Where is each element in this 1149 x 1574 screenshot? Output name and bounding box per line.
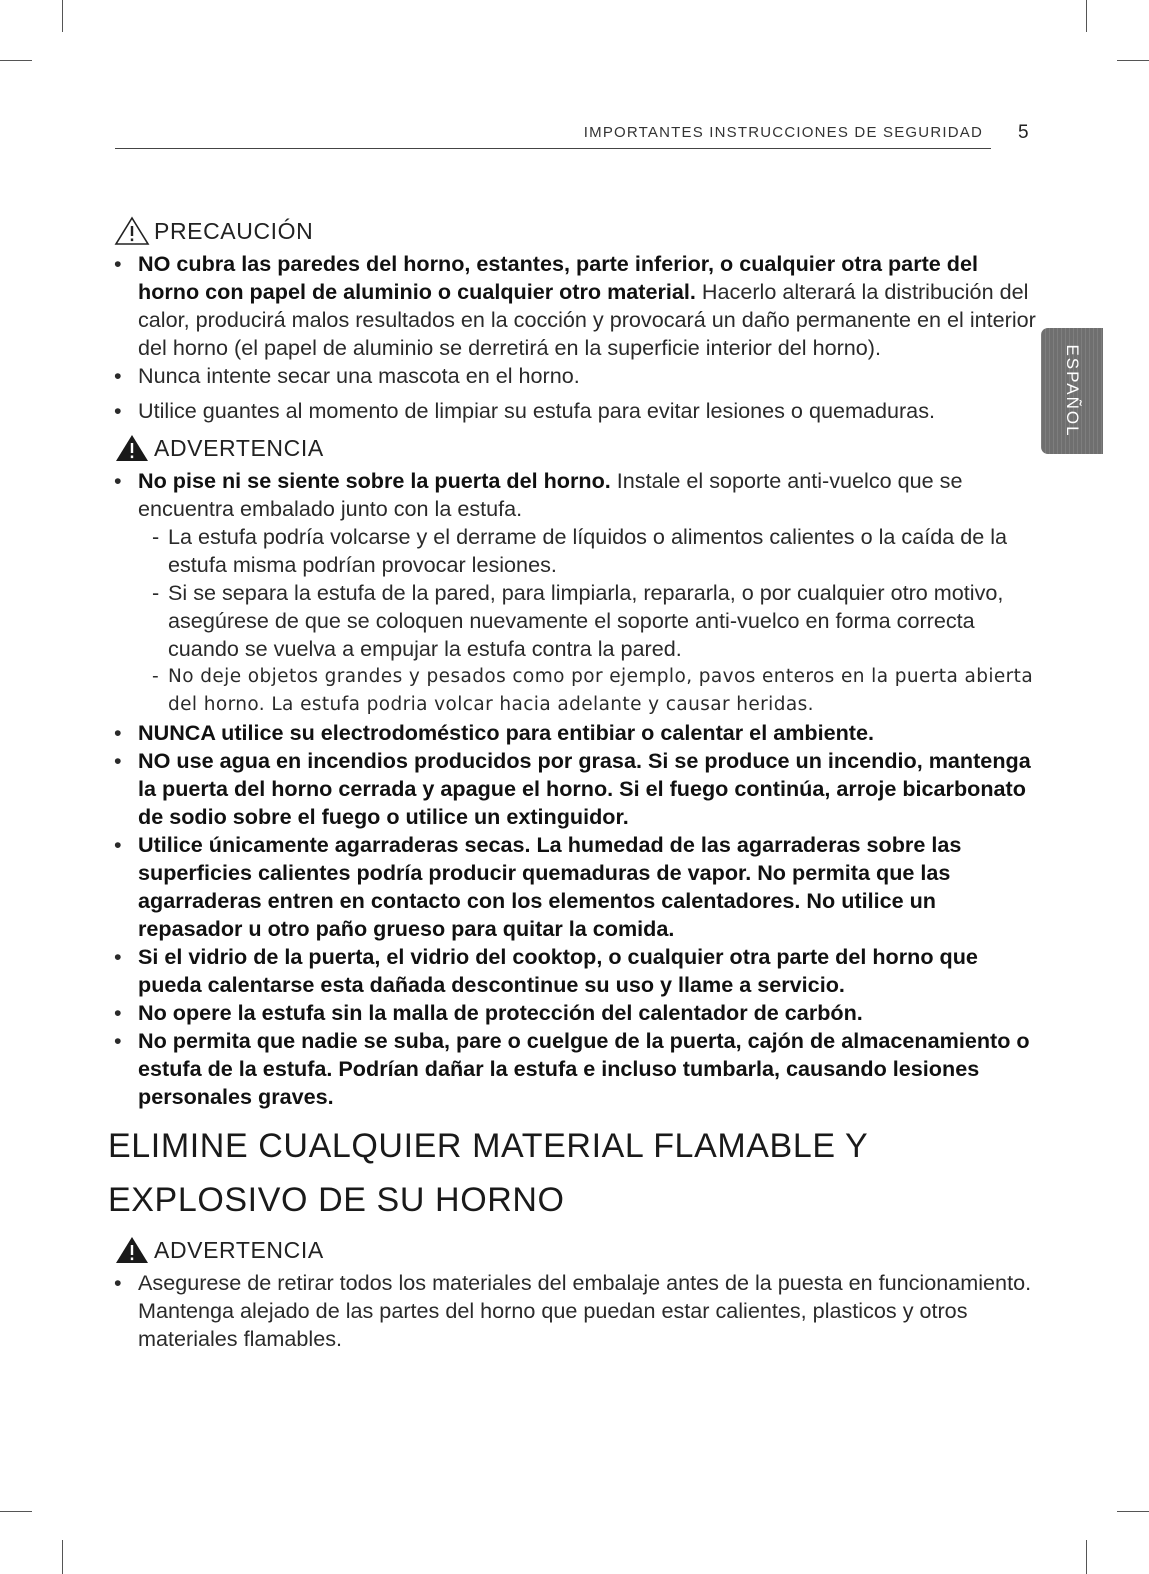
bullet-icon: • [114,398,122,423]
list-item-text: Instale el soporte anti-vuelco que se encuentra embalado junto con la estufa. [138,468,963,521]
list-item-text: Utilice guantes al momento de limpiar su estufa para evitar lesiones o quemaduras. [138,398,935,423]
bullet-icon: • [114,720,122,745]
list-item-bold: NO use agua en incendios producidos por grasa. Si se produce un incendio, mantenga la puerta del horno cerrada y apague el horno. Si el fuego continúa, arroje bicarbonato de sodio sobre el fuego o utilice un extinguidor. [138,748,1031,829]
list-item-bold: NO cubra las paredes del horno, estantes, parte inferior, o cualquier otra parte del horno con papel de aluminio o cualquier otro material. [138,251,978,304]
dash-icon: - [152,524,160,549]
list-item-bold: Si el vidrio de la puerta, el vidrio del cooktop, o cualquier otra parte del horno que pueda calentarse esta dañada descontinue su uso y llame a servicio. [138,944,978,997]
section-title-line: EXPLOSIVO DE SU HORNO [108,1181,565,1219]
bullet-icon: • [114,363,122,388]
list-item-bold: NUNCA utilice su electrodoméstico para entibiar o calentar el ambiente. [138,720,874,745]
section-title-line: ELIMINE CUALQUIER MATERIAL FLAMABLE Y [108,1127,869,1165]
page-number: 5 [1018,122,1029,143]
sub-list-item-text: Si se separa la estufa de la pared, para limpiarla, repararla, o por cualquier otro motivo, asegúrese de que se coloquen nuevamente el soporte anti-vuelco en forma correcta cuando se vuelva a empujar la estufa contra la pared. [168,580,1004,661]
page-header [115,118,991,149]
list-item-bold: No pise ni se siente sobre la puerta del horno. [138,468,611,493]
list-item [114,1269,1044,1353]
crop-mark [0,1511,32,1512]
crop-mark [62,1540,63,1574]
crop-mark [1086,1540,1087,1574]
bullet-icon: • [114,748,122,773]
list-item [114,397,1044,425]
dash-icon: - [152,580,160,605]
crop-mark [1086,0,1087,32]
caution-heading [114,214,1044,248]
warning-list [114,467,1044,1111]
sub-list-item [152,663,1044,719]
sub-list-item-text: La estufa podría volcarse y el derrame de líquidos o alimentos calientes o la caída de la estufa misma podrían provocar lesiones. [168,524,1008,577]
page-content [108,214,1044,1353]
list-item [114,747,1044,831]
list-item [114,362,1044,390]
crop-mark [1117,1511,1149,1512]
bullet-icon: • [114,1000,122,1025]
list-item [114,467,1044,719]
bullet-icon: • [114,944,122,969]
sub-list-item [152,579,1044,663]
sub-list [138,523,1044,719]
list-item [114,719,1044,747]
bullet-icon: • [114,1028,122,1053]
warning-heading-text: ADVERTENCIA [154,1236,324,1263]
list-item-bold: No opere la estufa sin la malla de protección del calentador de carbón. [138,1000,863,1025]
sub-list-item-text: No deje objetos grandes y pesados como por ejemplo, pavos enteros en la puerta abierta del horno. La estufa podria volcar hacia adelante y causar heridas. [168,666,1034,715]
list-item [114,831,1044,943]
list-item-text: Hacerlo alterará la distribución del calor, producirá malos resultados en la cocción y provocará un daño permanente en el interior del horno (el papel de aluminio se derretirá en la superficie interior del horno). [138,279,1036,360]
list-item-bold: No permita que nadie se suba, pare o cuelgue de la puerta, cajón de almacenamiento o estufa de la estufa. Podrían dañar la estufa e incluso tumbarla, causando lesiones personales graves. [138,1028,1030,1109]
caution-triangle-icon [114,216,150,246]
crop-mark [0,60,32,61]
dash-icon: - [152,666,160,687]
warning-list [114,1269,1044,1353]
list-item-text: Nunca intente secar una mascota en el horno. [138,363,580,388]
language-tab [1041,328,1103,454]
bullet-icon: • [114,468,122,493]
bullet-icon: • [114,832,122,857]
bullet-icon: • [114,1270,122,1295]
sub-list-item [152,523,1044,579]
language-tab-label: ESPAÑOL [1063,344,1082,438]
crop-mark [1117,60,1149,61]
crop-mark [62,0,63,32]
warning-triangle-icon [114,433,150,463]
list-item [114,250,1044,362]
warning-triangle-icon [114,1235,150,1265]
list-item [114,1027,1044,1111]
caution-heading-text: PRECAUCIÓN [154,217,314,244]
caution-list [114,250,1044,425]
header-title: IMPORTANTES INSTRUCCIONES DE SEGURIDAD [583,124,983,141]
list-item [114,943,1044,999]
list-item [114,999,1044,1027]
list-item-bold: Utilice únicamente agarraderas secas. La humedad de las agarraderas sobre las superficies calientes podría producir quemaduras de vapor. No permita que las agarraderas entren en contacto con los elementos calentadores. No utilice un repasador u otro paño grueso para quitar la comida. [138,832,962,941]
bullet-icon: • [114,251,122,276]
list-item-text: Asegurese de retirar todos los materiales del embalaje antes de la puesta en funcionamiento. Mantenga alejado de las partes del horno que puedan estar calientes, plasticos y otros materiales flamables. [138,1270,1032,1351]
section-title [108,1119,1044,1227]
warning-heading [114,431,1044,465]
warning-heading-text: ADVERTENCIA [154,434,324,461]
warning-heading [114,1233,1044,1267]
